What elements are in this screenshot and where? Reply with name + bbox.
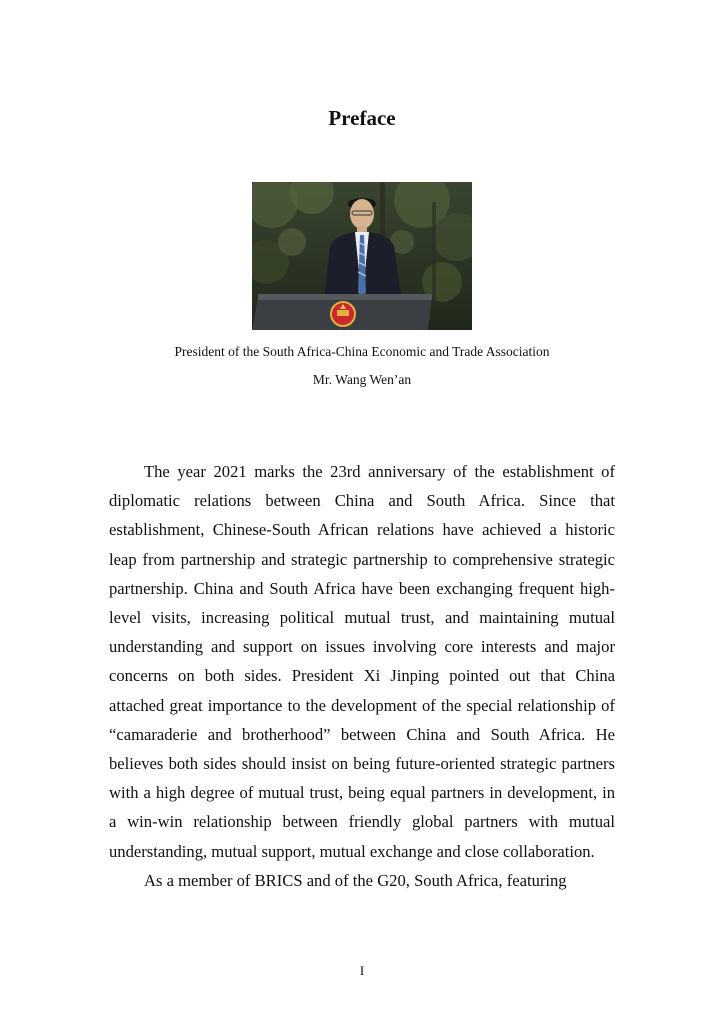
paragraph: As a member of BRICS and of the G20, South Africa, featuring bbox=[144, 870, 567, 890]
portrait-photo bbox=[252, 182, 472, 330]
photo-caption-title: President of the South Africa-China Economic and Trade Association bbox=[174, 344, 550, 359]
photo-caption-name: Mr. Wang Wen’an bbox=[312, 372, 412, 387]
page-title: Preface bbox=[328, 106, 396, 130]
paragraph: The year 2021 marks the 23rd anniversary of the establishment of diplomatic relations between China and South Africa. Since that establishment, Chinese-South African relations have achieved a historic leap from partnership and strategic partnership to comprehensive strategic partnership. China and South Africa have been exchanging frequent high-level visits, increasing political mutual trust, and maintaining mutual understanding and support on issues involving core interests and major concerns on both sides. President Xi Jinping pointed out that China attached great importance to the development of the special relationship of “camaraderie and brotherhood” between China and South Africa. He believes both sides should insist on being future-oriented strategic partners with a high degree of mutual trust, being equal partners in development, in a win-win relationship between friendly global partners with mutual understanding, mutual support, mutual exchange and close collaboration. bbox=[109, 462, 615, 861]
body-text bbox=[109, 457, 615, 895]
page-number: I bbox=[359, 963, 365, 978]
